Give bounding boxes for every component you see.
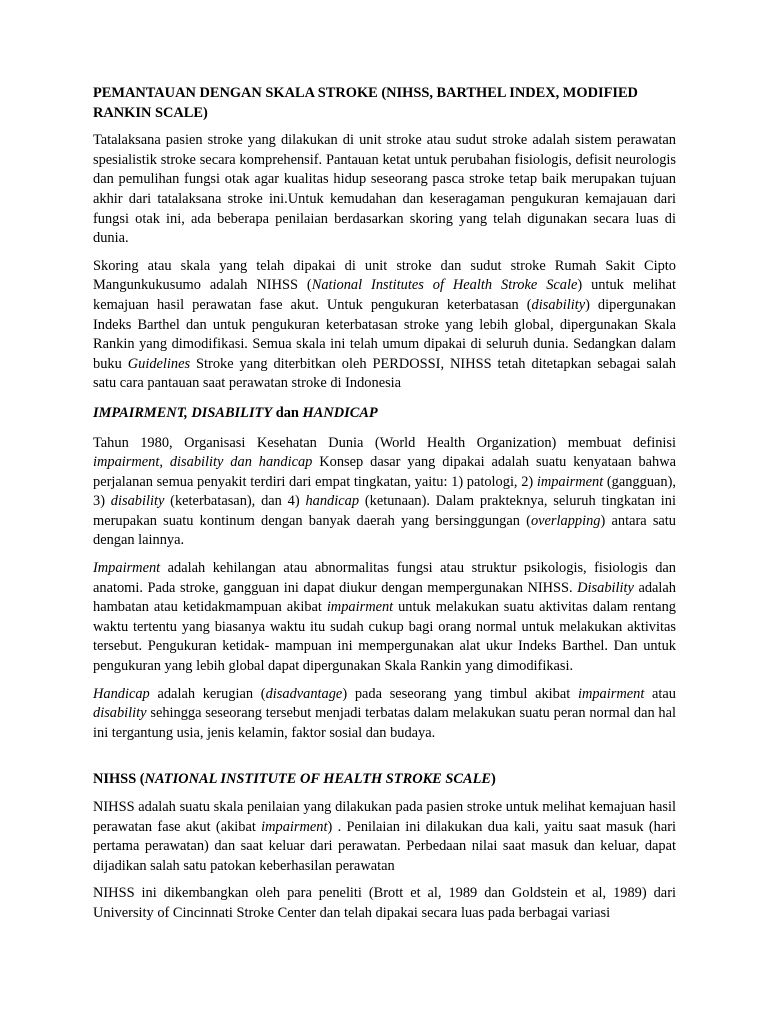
- main-heading: PEMANTAUAN DENGAN SKALA STROKE (NIHSS, BARTHEL INDEX, MODIFIED RANKIN SCALE): [93, 85, 638, 121]
- paragraph-nihss-development: NIHSS ini dikembangkan oleh para peneliti (Brott et al, 1989 dan Goldstein et al, 1989) dari University of Cincinnati Stroke Center dan telah dipakai secara luas pada berbagai variasi: [93, 885, 676, 921]
- section-heading-impairment: IMPAIRMENT, DISABILITY dan HANDICAP: [93, 404, 378, 421]
- paragraph-handicap: Handicap adalah kerugian (disadvantage) pada seseorang yang timbul akibat impairment atau disability sehingga seseorang tersebut menjadi terbatas dalam melakukan suatu peran normal dan hal ini tergantung usia, jenis kelamin, faktor sosial dan budaya.: [93, 685, 677, 741]
- document-page: [93, 84, 676, 924]
- paragraph-nihss-definition: NIHSS adalah suatu skala penilaian yang dilakukan pada pasien stroke untuk melihat kemajuan hasil perawatan fase akut (akibat impairment) . Penilaian ini dilakukan dua kali, yaitu saat masuk (hari pertama perawatan) dan saat keluar dari perawatan. Perbedaan nilai saat masuk dan keluar, dapat dijadikan salah satu patokan keberhasilan perawatan: [93, 799, 676, 874]
- paragraph-who-definition: Tahun 1980, Organisasi Kesehatan Dunia (World Health Organization) membuat definisi impairment, disability dan handicap Konsep dasar yang dipakai adalah suatu kenyataan bahwa perjalanan semua penyakit terdiri dari empat tingkatan, yaitu: 1) patologi, 2) impairment (gangguan), 3) disability (keterbatasan), dan 4) handicap (ketunaan). Dalam prakteknya, seluruh tingkatan ini merupakan suatu kontinum dengan banyak daerah yang bersinggungan (overlapping) antara satu dengan lainnya.: [93, 434, 677, 549]
- paragraph-scoring: Skoring atau skala yang telah dipakai di unit stroke dan sudut stroke Rumah Sakit Cipto Mangunkukusumo adalah NIHSS (National Institutes of Health Stroke Scale) untuk melihat kemajuan hasil perawatan fase akut. Untuk pengukuran keterbatasan (disability) dipergunakan Indeks Barthel dan untuk pengukuran keterbatasan stroke yang lebih global, dipergunakan Skala Rankin yang dimodifikasi. Semua skala ini telah umum dipakai di seluruh dunia. Sedangkan dalam buku Guidelines Stroke yang diterbitkan oleh PERDOSSI, NIHSS tetah ditetapkan sebagai salah satu cara pantauan saat perawatan stroke di Indonesia: [93, 257, 676, 392]
- paragraph-impairment: Impairment adalah kehilangan atau abnormalitas fungsi atau struktur psikologis, fisiologis dan anatomi. Pada stroke, gangguan ini dapat diukur dengan mempergunakan NIHSS. Disability adalah hambatan atau ketidakmampuan akibat impairment untuk melakukan suatu aktivitas dalam rentang waktu tertentu yang biasanya waktu itu sudah cukup bagi orang normal untuk melakukan aktivitas tersebut. Pengukuran ketidak- mampuan ini mempergunakan alat ukur Indeks Barthel. Dan untuk pengukuran yang lebih global dapat dipergunakan Skala Rankin yang dimodifikasi.: [93, 560, 676, 675]
- section-heading-nihss: NIHSS (NATIONAL INSTITUTE OF HEALTH STROKE SCALE): [93, 771, 496, 788]
- paragraph-intro: Tatalaksana pasien stroke yang dilakukan di unit stroke atau sudut stroke adalah sistem perawatan spesialistik stroke secara komprehensif. Pantauan ketat untuk perubahan fisiologis, defisit neurologis dan pemulihan fungsi otak agar kualitas hidup seseorang pasca stroke tetap baik merupakan tujuan akhir dari tatalaksana stroke ini.Untuk kemudahan dan keseragaman pengukuran kemajauan dari fungsi otak ini, ada beberapa penilaian berdasarkan skoring yang telah digunakan secara luas di dunia.: [93, 132, 676, 247]
